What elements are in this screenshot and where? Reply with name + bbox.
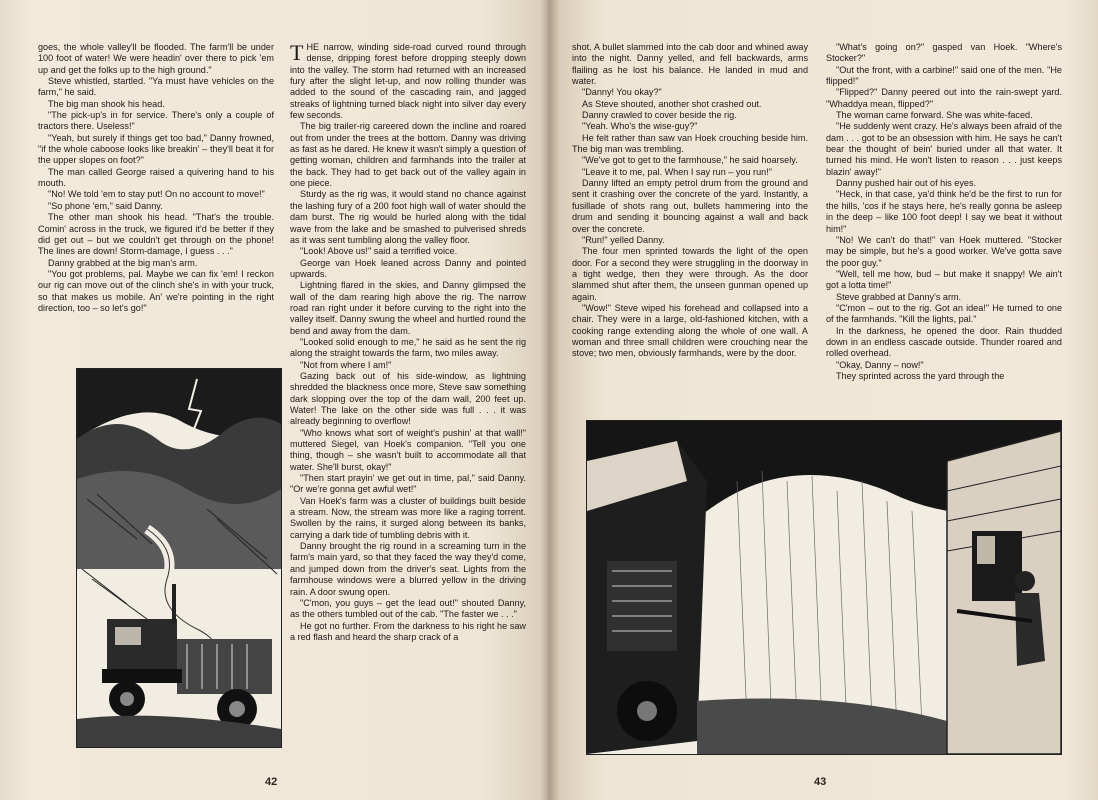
left-col1-paragraph: The man called George raised a quivering hand to his mouth.: [38, 166, 274, 189]
right-col2-paragraph: "What's going on?" gasped van Hoek. "Where's Stocker?": [826, 42, 1062, 64]
right-col1-paragraph: "Danny! You okay?": [582, 87, 662, 98]
right-col2-paragraph: The woman came forward. She was white-faced.: [836, 110, 1033, 121]
illustration-truck-valley: [76, 368, 282, 748]
rig-front-shape: [587, 441, 707, 754]
dropcap: T: [290, 40, 304, 65]
right-col1-paragraph: Danny lifted an empty petrol drum from the ground and sent it crashing over the concrete of the yard. Instantly, a fusillade of shots rang out, bullets hammering into the drum and sending it bouncing against a wall and back over the concrete.: [572, 178, 808, 234]
left-col2-paragraph: Van Hoek's farm was a cluster of buildings built beside a stream. Now, the stream was more like a raging torrent. Swollen by the rains, it surged along between its banks, carrying a dark tide of tumbling debris with it.: [290, 495, 526, 540]
left-col1-paragraph: The big man shook his head.: [48, 98, 165, 109]
right-col2-paragraph: In the darkness, he opened the door. Rain thudded down in an endless cascade outside. Thunder roared and rolled overhead.: [826, 325, 1062, 359]
left-col1-paragraph: "So phone 'em," said Danny.: [48, 200, 163, 211]
left-col2-paragraph: The big trailer-rig careered down the incline and roared out from under the trees at the bottom. Danny was driving as fast as he dared. He knew it wasn't simply a question of getting woman, children and farmhands into the trailer at the back. They had to get back out of the valley again in one piece.: [290, 121, 526, 189]
right-col2-paragraph: They sprinted across the yard through the: [836, 370, 1005, 381]
right-col2-paragraph: "Well, tell me how, bud – but make it snappy! We ain't got a lotta time!": [826, 268, 1062, 291]
left-col1-paragraph: Steve whistled, startled. "Ya must have vehicles on the farm," he said.: [38, 76, 274, 98]
right-col1-paragraph: Danny crawled to cover beside the rig.: [582, 110, 737, 121]
right-col1-paragraph: "We've got to get to the farmhouse," he said hoarsely.: [582, 155, 798, 166]
left-col2-paragraph: "Then start prayin' we get out in time, pal," said Danny. "Or we're gonna get awful wet!": [290, 473, 526, 495]
left-col2-paragraph: George van Hoek leaned across Danny and pointed upwards.: [290, 257, 526, 279]
left-col2-paragraph: "Looked solid enough to me," he said as he sent the rig along the straight towards the farm, two miles away.: [290, 336, 526, 359]
left-col2-paragraph: Lightning flared in the skies, and Danny glimpsed the wall of the dam rearing high above the rig. The narrow road ran right under it before curving to the right into the valley itself. Danny swung the wheel and hurtled round the bend and away from the dam.: [290, 280, 526, 336]
left-col2-paragraph: Sturdy as the rig was, it would stand no chance against the lashing fury of a 200 foot high wall of water should the dam burst. The rig would be hurled along with the tidal wave from the lake and be smashed to pulverised shreds as it was sent tumbling along the valley floor.: [290, 189, 526, 245]
right-col2-paragraph: "No! We can't do that!" van Hoek muttered. "Stocker may be simple, but he's a good worker. We've gotta save the poor guy.": [826, 234, 1062, 268]
right-column-1: [572, 42, 808, 360]
left-col1-paragraph: "Yeah, but surely if things get too bad," Danny frowned, "if the whole caboose looks like breakin' – they'll beat it for the upper slopes on foot?": [38, 132, 274, 166]
right-col2-paragraph: "Okay, Danny – now!": [836, 359, 924, 370]
page-right: [550, 0, 1098, 800]
right-col1-paragraph: shot. A bullet slammed into the cab door and whined away into the night. Danny yelled, and fell backwards, arms flailing as he lost his balance. He landed in mud and water.: [572, 42, 808, 87]
right-col2-paragraph: "C'mon – out to the rig. Got an idea!" He turned to one of the farmhands. "Kill the lights, pal.": [826, 302, 1062, 325]
farmhouse-shape: [947, 431, 1061, 754]
right-col1-paragraph: "Yeah. Who's the wise-guy?": [582, 121, 698, 132]
left-col2-paragraph: Gazing back out of his side-window, as lightning shredded the blackness once more, Steve saw something dark slopping over the top of the dam wall, 200 feet up. Water! The lake on the other side was full . . . it was already beginning to overflow!: [290, 370, 526, 427]
left-column-2-opening: [290, 42, 526, 121]
rig-farmhouse-drawing: [587, 421, 1061, 754]
page-number-right: 43: [814, 776, 827, 788]
left-col2-paragraph: "C'mon, you guys – get the lead out!" shouted Danny, as the others tumbled out of the cab. "The faster we . . .": [290, 597, 526, 620]
truck-valley-drawing: [77, 369, 281, 747]
left-column-1: [38, 42, 274, 314]
left-col2-paragraph: Danny brought the rig round in a screaming turn in the farm's main yard, so that they faced the way they'd come, and jumped down from the driver's seat. Lights from the farmhouse windows were a blurred yellow in the driving rain. A door swung open.: [290, 541, 526, 597]
right-col1-paragraph: "Leave it to me, pal. When I say run – you run!": [582, 166, 772, 177]
left-col1-paragraph: Danny grabbed at the big man's arm.: [48, 257, 198, 268]
right-col2-paragraph: Danny pushed hair out of his eyes.: [836, 178, 977, 189]
left-col2-paragraph: "Look! Above us!" said a terrified voice.: [300, 246, 458, 257]
right-col2-paragraph: "Flipped?" Danny peered out into the rain-swept yard. "Whaddya mean, flipped?": [826, 87, 1062, 109]
right-col1-paragraph: The four men sprinted towards the light of the open door. For a second they were struggling in the doorway in a tight wedge, then they were through. As the door slammed shut after them, the unseen gunman opened up again.: [572, 246, 808, 302]
left-col2-paragraph: He got no further. From the darkness to his right he saw a red flash and heard the sharp crack of a: [290, 620, 526, 642]
page-number-left: 42: [265, 776, 278, 788]
opening-text: HE narrow, winding side-road curved round through dense, dripping forest before dropping steeply down into the valley. The storm had returned with an increased fury after the slight let-up, and now rolling thunder was added to the sound of the cascading rain, and jagged streaks of lightning turned black night into silver day every few seconds.: [290, 42, 526, 121]
gutter: [540, 0, 560, 800]
right-col2-paragraph: "Heck, in that case, ya'd think he'd be the first to run for the hills, 'cos if he stays here, he's really gonna be asleep in the deep – like 100 foot deep! I say we beat it without him!": [826, 189, 1062, 234]
left-col1-paragraph: "No! We told 'em to stay put! On no account to move!": [48, 189, 265, 200]
right-column-2: [826, 42, 1062, 382]
right-col2-paragraph: Steve grabbed at Danny's arm.: [836, 291, 962, 302]
left-col1-paragraph: "The pick-up's in for service. There's only a couple of tractors there. Useless!": [38, 110, 274, 132]
left-col1-paragraph: The other man shook his head. "That's the trouble. Comin' across in the truck, we figured it'd be better if they did get out – but we couldn't get through on the phone! The lines are down! Storm-damage, I guess . . .": [38, 212, 274, 257]
right-col1-paragraph: "Run!" yelled Danny.: [582, 234, 665, 245]
right-col2-paragraph: "He suddenly went crazy. He's always been afraid of the dam . . . got to be an obsession with him. He says he can't bear the thought of bein' buried under all that water. It turned his mind. He won't listen to reason . . . just keeps blazin' away!": [826, 121, 1062, 177]
illustration-rig-farmhouse: [586, 420, 1062, 755]
left-col1-paragraph: goes, the whole valley'll be flooded. The farm'll be under 100 foot of water! We were headin' over there to pick 'em up and get the folks up to the high ground.": [38, 42, 274, 75]
right-col1-paragraph: "Wow!" Steve wiped his forehead and collapsed into a chair. They were in a large, old-fashioned kitchen, with a cooking range extending along the whole of one wall. A woman and three small children were crouching near the stove; two men, obviously farmhands, were by the door.: [572, 302, 808, 359]
left-col2-paragraph: "Not from where I am!": [300, 359, 392, 370]
right-col2-paragraph: "Out the front, with a carbine!" said one of the men. "He flipped!": [826, 64, 1062, 87]
right-col1-paragraph: He felt rather than saw van Hoek crouching beside him. The big man was trembling.: [572, 132, 808, 155]
right-col1-paragraph: As Steve shouted, another shot crashed out.: [582, 98, 762, 109]
left-col2-paragraph: "Who knows what sort of weight's pushin' at that wall!" muttered Siegel, van Hoek's companion. "Tell you one thing, though – she wasn't built to accommodate all that water. She'll burst, okay!": [290, 427, 526, 472]
page-left: [0, 0, 548, 800]
left-col1-paragraph: "You got problems, pal. Maybe we can fix 'em! I reckon our rig can move out of the clinch she's in with your truck, so that makes us mobile. An' we're pointing in the right direction, too – so let's go!": [38, 268, 274, 313]
left-column-2: [290, 42, 526, 643]
